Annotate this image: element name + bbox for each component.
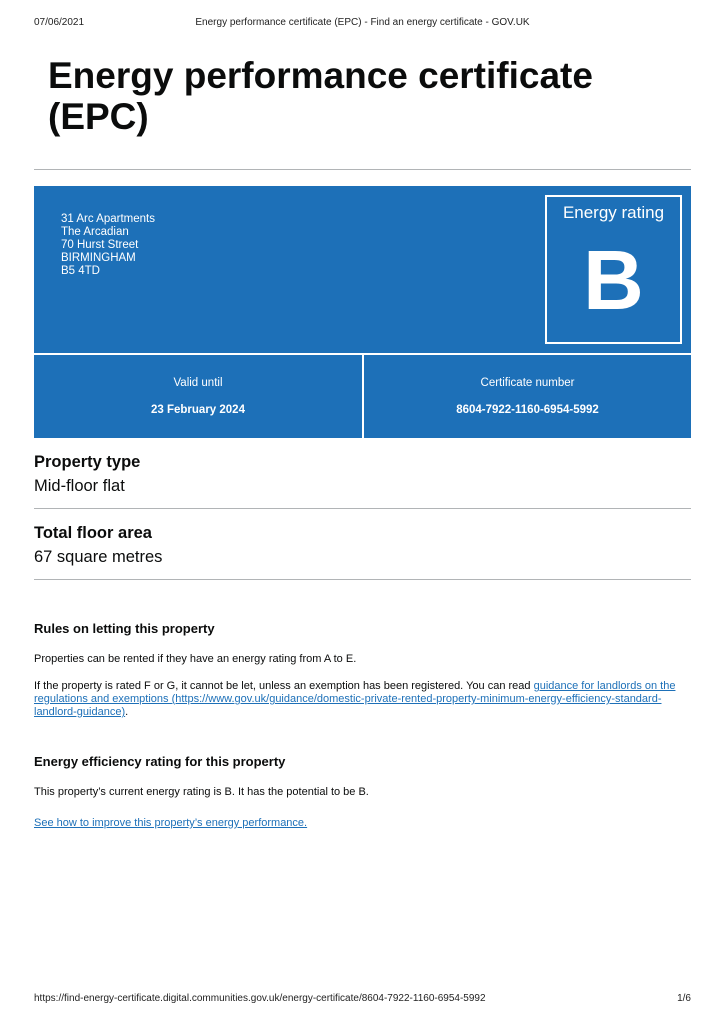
address-line: 31 Arc Apartments [61,213,155,225]
valid-until-cell [34,355,362,438]
print-header [34,17,691,31]
floor-area-value: 67 square metres [34,548,163,566]
letting-exemption-suffix: . [125,706,129,718]
valid-until-label: Valid until [173,377,223,389]
property-address [61,213,155,278]
epc-summary-box [34,186,691,438]
floor-area-label: Total floor area [34,524,152,542]
valid-until-value: 23 February 2024 [151,404,245,416]
page-number: 1/6 [677,993,691,1004]
property-type-value: Mid-floor flat [34,477,125,495]
print-footer [34,993,691,1007]
certificate-number-value: 8604-7922-1160-6954-5992 [456,404,599,416]
property-type-divider [34,508,691,509]
letting-rules-heading: Rules on letting this property [34,621,215,636]
letting-rules-text: Properties can be rented if they have an energy rating from A to E. [34,653,357,665]
address-line: 70 Hurst Street [61,239,139,251]
certificate-number-cell [364,355,691,438]
print-url: https://find-energy-certificate.digital.communities.gov.uk/energy-certificate/8604-7922-1160-6954-5992 [34,993,486,1004]
energy-rating-label: Energy rating [562,203,665,222]
address-line: B5 4TD [61,265,100,277]
energy-rating-letter: B [583,233,644,327]
letting-exemption-text [34,680,691,719]
address-line: The Arcadian [61,226,129,238]
address-line: BIRMINGHAM [61,252,136,264]
certificate-number-label: Certificate number [480,377,575,389]
efficiency-rating-heading: Energy efficiency rating for this property [34,754,286,769]
title-divider [34,169,691,170]
print-date: 07/06/2021 [34,17,85,28]
landlord-guidance-link[interactable]: guidance for landlords on the regulations and exemptions (https://www.gov.uk/guidance/domestic-private-rented-property-minimum-energy-efficiency-standard-landlord-guidance) [34,680,676,718]
energy-rating-box [545,195,682,344]
efficiency-rating-text: This property’s current energy rating is B. It has the potential to be B. [34,786,369,798]
letting-exemption-prefix: If the property is rated F or G, it cannot be let, unless an exemption has been registered. You can read [34,680,534,692]
improve-performance-link[interactable]: See how to improve this property’s energy performance. [34,817,308,829]
page-title: Energy performance certificate (EPC) [48,55,593,137]
print-document-title: Energy performance certificate (EPC) - Find an energy certificate - GOV.UK [195,17,530,28]
property-type-label: Property type [34,453,141,471]
floor-area-divider [34,579,691,580]
improve-performance-paragraph [34,817,691,830]
